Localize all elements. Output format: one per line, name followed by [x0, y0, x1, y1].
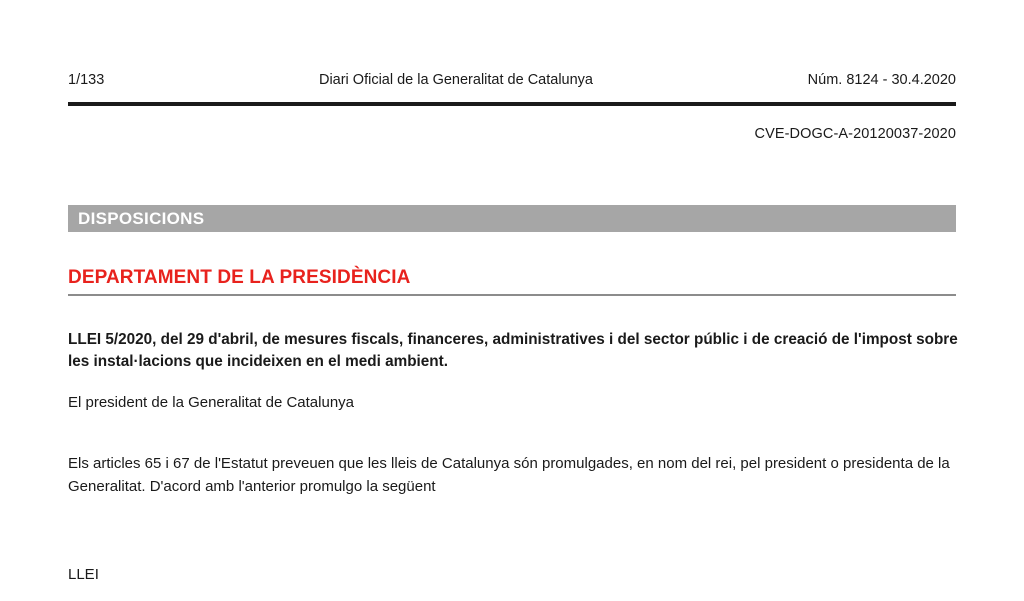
- page-number: 1/133: [68, 72, 105, 88]
- department-title: DEPARTAMENT DE LA PRESIDÈNCIA: [68, 267, 411, 288]
- llei-heading: LLEI: [68, 566, 99, 583]
- page-header: [68, 72, 956, 88]
- publication-title: Diari Oficial de la Generalitat de Catalunya: [318, 72, 593, 88]
- section-band-label: DISPOSICIONS: [78, 209, 205, 228]
- issue-info: Núm. 8124 - 30.4.2020: [807, 72, 956, 88]
- body-paragraph: Els articles 65 i 67 de l'Estatut preveuen que les lleis de Catalunya són promulgades, en nom del rei, pel president o presidenta de la Generalitat. D'acord amb l'anterior promulgo la següent: [68, 455, 950, 495]
- cve-code: CVE-DOGC-A-20120037-2020: [754, 126, 956, 142]
- header-divider: [68, 102, 956, 106]
- department-divider: [68, 294, 956, 296]
- president-line: El president de la Generalitat de Catalunya: [68, 394, 355, 411]
- law-title: LLEI 5/2020, del 29 d'abril, de mesures fiscals, financeres, administratives i del sector públic i de creació de l'impost sobre les instal·lacions que incideixen en el medi ambient.: [68, 331, 958, 370]
